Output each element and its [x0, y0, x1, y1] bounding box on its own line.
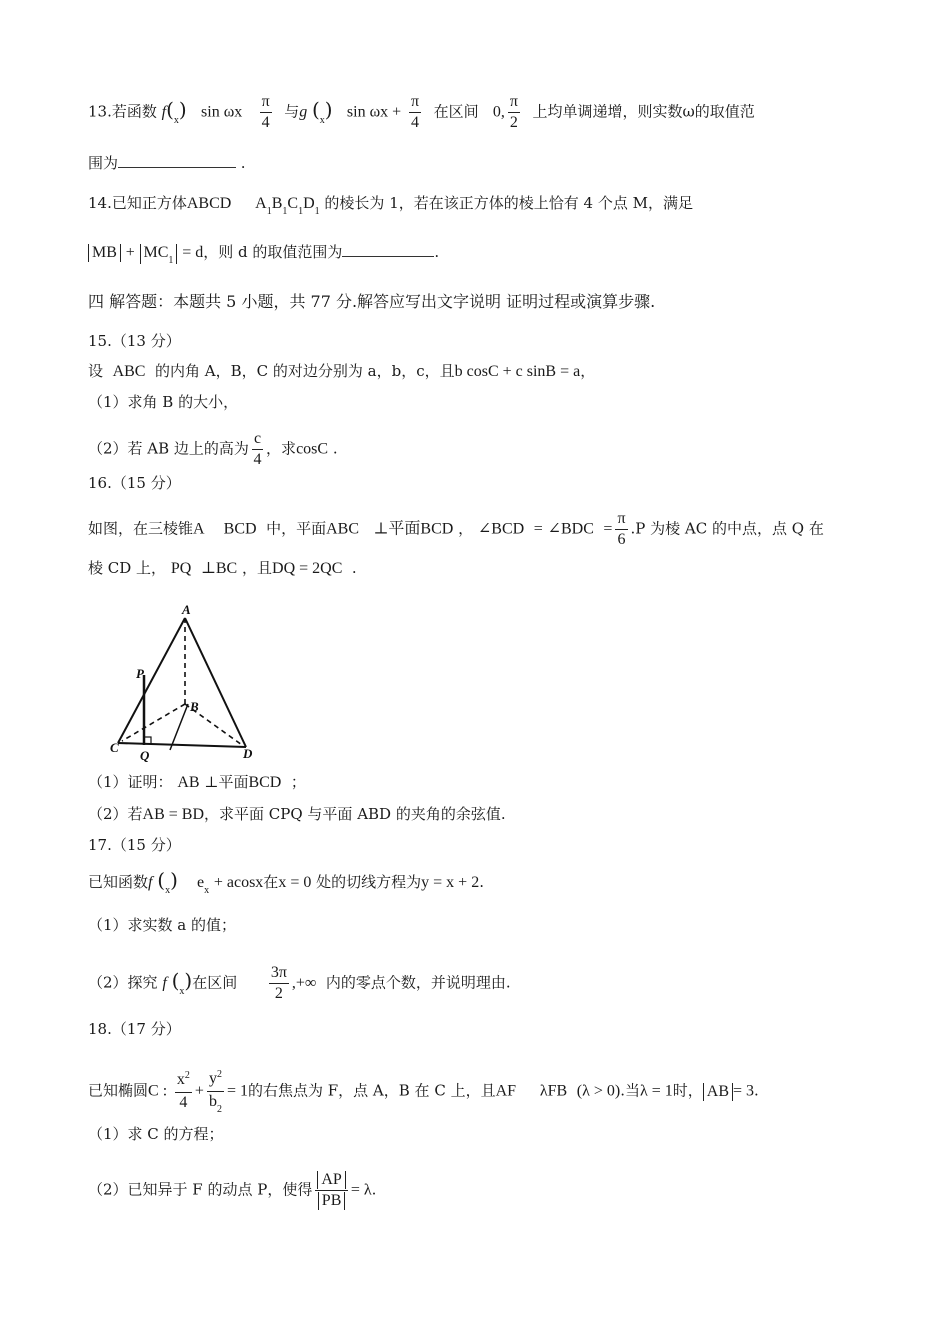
q15-abc: ABC — [112, 363, 146, 380]
q16-l1-mid: 中，平面 — [266, 519, 327, 538]
q18-eq1: = 1 — [226, 1082, 248, 1100]
q14-number: 14. — [88, 194, 112, 212]
q18-lfb: λFB — [539, 1082, 568, 1100]
q16-dq: DQ = 2QC — [272, 560, 343, 577]
q18-l1-end: . — [754, 1081, 759, 1100]
q13-frac1: $\frac{\pi}{4}$ — [261, 93, 270, 131]
q14-rest: 的棱长为 1，若在该正方体的棱上恰有 4 个点 M，满足 — [324, 194, 693, 212]
q18-part1: （1）求 C 的方程； — [88, 1125, 224, 1143]
q18-header: 18.（17 分） — [88, 1020, 181, 1038]
q16-line1 — [88, 509, 824, 550]
q18-p2-pre: （2）已知异于 F 的动点 P，使得 — [88, 1180, 313, 1199]
q13-line2-text: 围为 — [88, 154, 119, 172]
q16-abbd: AB = BD — [142, 806, 205, 823]
q17-l1-pre: 已知函数 — [88, 873, 149, 891]
q16-p1-end: ； — [290, 773, 306, 791]
q16-p1-mid: ⊥平面 — [204, 773, 249, 791]
q13-answer-blank[interactable] — [118, 153, 236, 168]
q16-bcd2: BCD — [420, 520, 454, 538]
q16-frac: $\frac{\pi}{6}$ — [617, 510, 626, 548]
q14-a1: A — [255, 195, 267, 212]
q17-f2: f — [162, 974, 167, 992]
q17-e: e — [196, 874, 205, 891]
q18-lambda-cond: (λ > 0) — [576, 1082, 621, 1100]
q16-part1 — [88, 772, 306, 793]
q17-paren: ( — [157, 868, 166, 892]
q17-p2-end: 内的零点个数，并说明理由. — [325, 973, 511, 992]
q15-expr: b cosC + c sinB = a — [454, 363, 581, 380]
q15-line1 — [88, 361, 595, 382]
tetrahedron-figure — [110, 600, 260, 766]
q17-line1 — [88, 870, 484, 895]
label-p: P — [136, 666, 144, 681]
edge-ad — [185, 618, 246, 747]
q16-angle-bcd: ∠BCD — [477, 520, 525, 538]
q16-p1-pre: （1）证明： — [88, 773, 173, 791]
q17-l1-end: . — [479, 873, 484, 891]
q14-rest2: ，则 d 的取值范围为 — [203, 243, 343, 261]
q13-f-var: x — [173, 114, 179, 126]
q17-l1-mid2: 处的切线方程为 — [316, 873, 422, 891]
q15-l1-end: ， — [580, 362, 596, 380]
q14-sub: 1 — [282, 206, 288, 217]
q14-mc: $MC_1$ — [140, 244, 178, 264]
q14-sub: 1 — [298, 206, 304, 217]
q18-plus: + — [194, 1082, 204, 1100]
q14-d1: D — [303, 195, 315, 212]
q17-interval: 在区间 — [192, 973, 238, 992]
q14-line1 — [88, 193, 693, 216]
q16-header: 16.（15 分） — [88, 474, 181, 492]
q18-eq3: = 3 — [733, 1082, 755, 1100]
q13-g: g — [299, 103, 308, 121]
q17-frac: $\frac{3\pi}{2}$ — [270, 964, 287, 1002]
q16-l1-end: .P 为棱 AC 的中点，点 Q 在 — [630, 519, 824, 538]
q13-end: . — [240, 154, 246, 172]
label-d: D — [243, 746, 253, 761]
q17-l1-mid: 在 — [263, 873, 279, 891]
q13-g-var: x — [319, 114, 325, 126]
q14-b1: B — [271, 195, 283, 212]
q13-frac2: $\frac{\pi}{4}$ — [410, 93, 420, 131]
q18-ab-abs: AB — [703, 1083, 733, 1101]
q18-lambda-eq: λ = 1 — [639, 1082, 673, 1100]
q16-l2-pre: 棱 CD 上， — [88, 559, 167, 577]
q14-pre: 已知正方体 — [111, 194, 187, 212]
q18-l1-mid3: 时， — [672, 1081, 703, 1100]
q16-bcd3: BCD — [248, 774, 282, 791]
section-4-heading: 四 解答题：本题共 5 小题，共 77 分.解答应写出文字说明 证明过程或演算步骤. — [88, 292, 656, 311]
q15-l1-pre: 设 — [88, 362, 104, 380]
q13-paren: ( — [311, 97, 320, 122]
q14-mb: MB — [88, 244, 121, 262]
q14-end: . — [434, 243, 440, 261]
label-b: B — [190, 699, 199, 714]
q13-sin2: sin ωx + — [346, 103, 402, 121]
q16-l2-mid: ，且 — [242, 559, 273, 577]
q17-paren: ) — [184, 968, 193, 993]
q17-p2-pre: （2）探究 — [88, 973, 158, 992]
q13-number: 13. — [88, 102, 112, 121]
q13-paren: ) — [178, 97, 187, 122]
q17-x: x — [165, 885, 171, 896]
q17-paren: ) — [170, 868, 178, 892]
q13-zero: 0, — [492, 103, 505, 121]
q13-frac3: $\frac{\pi}{2}$ — [509, 93, 518, 131]
q15-header: 15.（13 分） — [88, 332, 181, 350]
q16-l2-end: . — [351, 559, 357, 577]
q14-plus: + — [125, 244, 135, 261]
q14-eq: = d — [182, 244, 204, 261]
q17-header: 17.（15 分） — [88, 836, 181, 854]
q14-abcd: ABCD — [186, 195, 232, 212]
q14-sub: 1 — [314, 206, 320, 217]
q16-perp2: ⊥BC — [200, 560, 238, 577]
q17-f: f — [148, 874, 153, 891]
q15-l1-mid: 的内角 A，B，C 的对边分别为 a，b，c，且 — [155, 362, 455, 380]
q17-part1: （1）求实数 a 的值； — [88, 916, 237, 934]
q18-part2 — [88, 1170, 376, 1211]
q13-text-pre: 若函数 — [111, 102, 157, 121]
q18-c: C : — [148, 1082, 168, 1100]
label-q: Q — [140, 748, 150, 763]
q18-l1-pre: 已知椭圆 — [88, 1081, 149, 1100]
edge-cd — [118, 743, 246, 747]
q17-paren: ( — [171, 968, 180, 993]
q15-p2-mid: ，求 — [266, 439, 297, 458]
q14-sub: 1 — [266, 206, 272, 217]
q16-bcd: BCD — [223, 520, 257, 538]
q13-line2 — [88, 153, 246, 173]
q18-ratio: $\frac{AP}{PB}$ — [315, 1170, 347, 1211]
label-c: C — [110, 740, 119, 755]
q18-af: AF — [495, 1082, 517, 1100]
q16-angle-bdc: ∠BDC — [547, 520, 594, 538]
q17-x0: x = 0 — [278, 874, 312, 891]
q18-l1-mid2: .当 — [620, 1081, 640, 1100]
q16-eq: = — [533, 520, 543, 538]
q17-tangent: y = x + 2 — [421, 874, 480, 891]
q16-perp1: ⊥平面 — [373, 520, 421, 538]
q13-line1 — [88, 92, 755, 133]
q14-answer-blank[interactable] — [342, 242, 434, 257]
q13-sin1: sin ωx — [201, 103, 243, 121]
q16-pq: PQ — [170, 560, 192, 577]
q15-frac: $\frac{c}{4}$ — [253, 430, 262, 468]
q17-e-exp: x — [204, 885, 210, 896]
q18-p2-end: . — [371, 1180, 377, 1199]
q16-p2-pre: （2）若 — [88, 805, 143, 823]
q18-line1 — [88, 1069, 759, 1114]
q17-acos: + acosx — [213, 874, 264, 891]
q15-part1: （1）求角 B 的大小， — [88, 393, 239, 411]
q13-rest: 上均单调递增，则实数ω的取值范 — [532, 102, 755, 121]
q16-eq2: = — [603, 520, 613, 538]
q18-l1-mid: 的右焦点为 F，点 A，B 在 C 上，且 — [247, 1081, 496, 1100]
q13-paren: ( — [166, 97, 174, 122]
q15-part2 — [88, 429, 338, 470]
q16-part2 — [88, 804, 506, 825]
q16-abc: ABC — [326, 520, 360, 538]
q13-paren: ) — [324, 97, 333, 122]
q18-eq4: = λ — [350, 1181, 372, 1199]
q16-comma: ， — [458, 519, 474, 538]
q13-interval-pre: 在区间 — [433, 102, 479, 121]
label-a: A — [182, 602, 191, 617]
stroke-b — [170, 704, 188, 750]
q14-line2 — [88, 242, 439, 264]
q13-mid: 与 — [284, 102, 300, 121]
q13-f: f — [161, 103, 167, 121]
q16-l1-pre: 如图，在三棱锥 — [88, 519, 194, 538]
q15-p2-end: . — [332, 439, 338, 458]
q17-x2: x — [179, 985, 185, 997]
q16-line2 — [88, 558, 357, 579]
q15-cosc: cosC — [296, 440, 329, 458]
q15-p2-pre: （2）若 AB 边上的高为 — [88, 439, 249, 458]
q17-part2 — [88, 963, 511, 1004]
q16-ab: AB — [177, 774, 200, 791]
q16-p2-rest: ，求平面 CPQ 与平面 ABD 的夹角的余弦值. — [204, 805, 506, 823]
q18-frac-y: $\frac{y^2}{b_2}$ — [208, 1069, 222, 1115]
q14-c1: C — [287, 195, 299, 212]
q18-frac-x: $\frac{x^2}{4}$ — [176, 1070, 190, 1111]
q16-a: A — [193, 520, 205, 538]
q17-inf: ,+∞ — [291, 974, 317, 992]
